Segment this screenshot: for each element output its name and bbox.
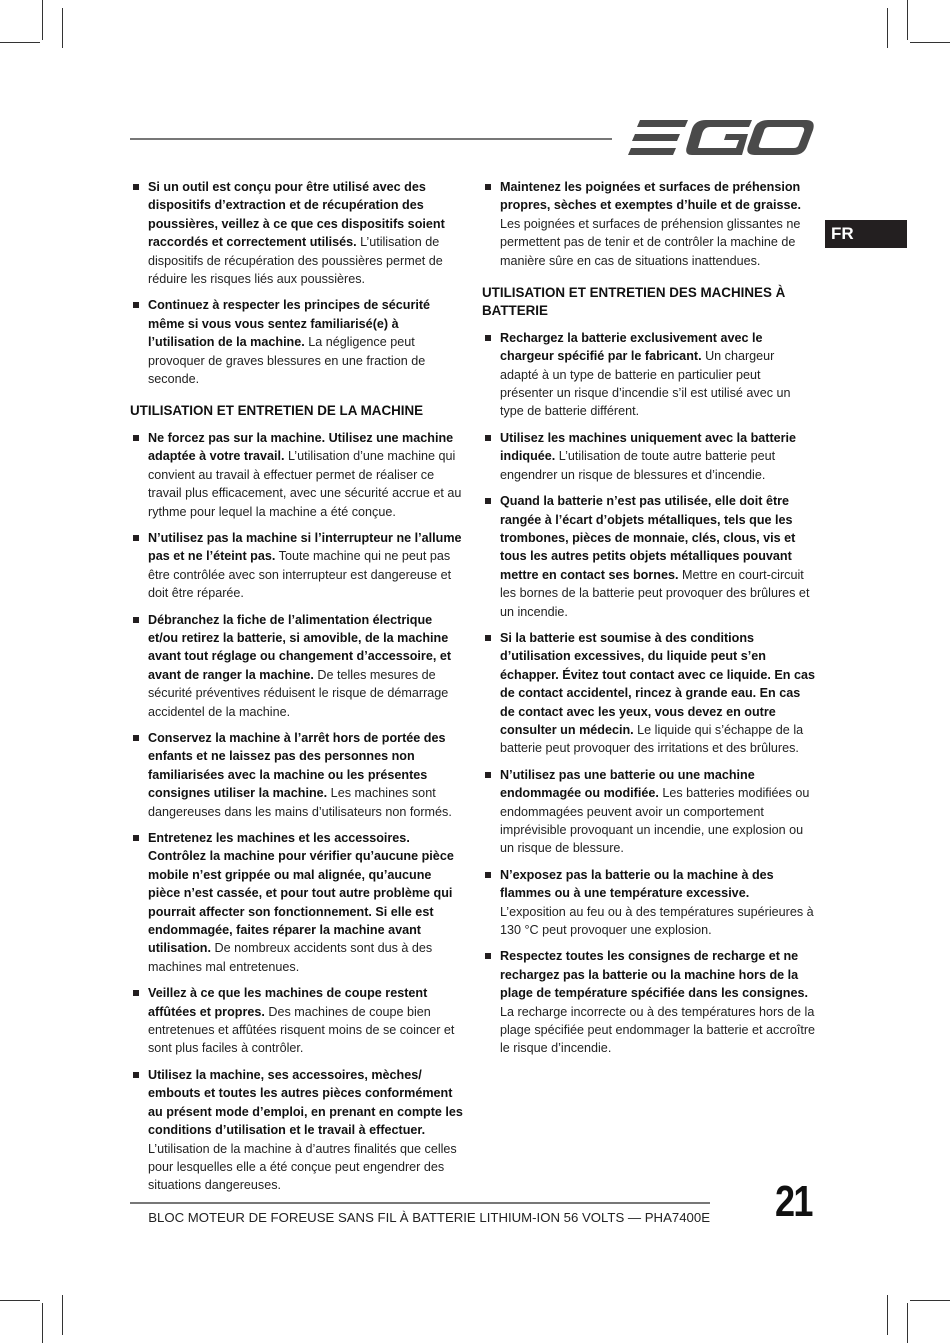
- list-item: [482, 329, 816, 421]
- item-lead: Veillez à ce que les machines de coupe restent affûtées et propres.: [148, 986, 428, 1019]
- item-text: Les batteries modifiées ou endommagées peuvent avoir un comportement imprévisible provoquant un incendie, une explosion ou un risque de blessure.: [500, 786, 810, 856]
- crop-mark: [910, 42, 950, 43]
- item-lead: Ne forcez pas sur la machine. Utilisez une machine adaptée à votre travail.: [148, 430, 454, 464]
- item-text: Toute machine qui ne peut pas être contrôlée avec son interrupteur est dangereuse et doit être réparée.: [148, 549, 452, 601]
- item-lead: Maintenez les poignées et surfaces de préhension propres, sèches et exemptes d’huile et de graisse.: [500, 180, 801, 213]
- crop-mark: [62, 1295, 63, 1335]
- item-text: Le liquide qui s’échappe de la batterie peut provoquer des irritations et des brûlures.: [500, 722, 804, 756]
- right-column: [482, 178, 816, 1066]
- section-title: UTILISATION ET ENTRETIEN DES MACHINES À BATTERIE: [482, 285, 786, 319]
- crop-mark: [62, 8, 63, 48]
- list-item: [130, 429, 464, 521]
- item-text: Des machines de coupe bien entretenues et affûtées risquent moins de se coincer et sont plus faciles à contrôler.: [148, 1004, 455, 1056]
- ego-logo: [628, 116, 814, 160]
- language-tab: FR: [825, 220, 907, 248]
- item-lead: Débranchez la fiche de l’alimentation électrique et/ou retirez la batterie, si amovible, de la machine avant tout réglage ou changement d’accessoire, et avant de ranger la machine.: [148, 612, 452, 682]
- item-lead: Entretenez les machines et les accessoires. Contrôlez la machine pour vérifier qu’aucune pièce mobile n’est grippée ou mal alignée, qu’aucune pièce n’est cassée, et pour tout autre problème qui pourrait affecter son fonctionnement. Si elle est endommagée, faites réparer la machine avant utilisation.: [148, 831, 454, 956]
- page-number: 21: [775, 1177, 812, 1226]
- list-item: [130, 729, 464, 821]
- list-item: [482, 766, 816, 858]
- left-column: [130, 178, 464, 1203]
- list-item: [130, 829, 464, 976]
- item-text: L’utilisation de dispositifs de récupération des poussières permet de réduire les risques liés aux poussières.: [148, 235, 443, 287]
- item-lead: Conservez la machine à l’arrêt hors de portée des enfants et ne laissez pas des personnes non familiarisées avec la machine ou les présentes consignes utiliser la machine.: [148, 730, 446, 801]
- crop-mark: [887, 8, 888, 48]
- item-text: Les machines sont dangereuses dans les mains d’utilisateurs non formés.: [148, 786, 452, 819]
- item-text: La négligence peut provoquer de graves blessures en une fraction de seconde.: [148, 335, 426, 387]
- item-lead: Si un outil est conçu pour être utilisé avec des dispositifs d’extraction et de récupération des poussières, veillez à ce que ces dispositifs soient raccordés et correctement utilisés.: [148, 180, 445, 250]
- section-title: UTILISATION ET ENTRETIEN DE LA MACHINE: [130, 403, 424, 419]
- item-text: L’utilisation de toute autre batterie peut engendrer un risque de blessures et d’incendie.: [500, 449, 776, 482]
- list-item: [482, 429, 816, 484]
- item-lead: Utilisez la machine, ses accessoires, mèches/ embouts et toutes les autres pièces conformément au présent mode d’emploi, en prenant en compte les conditions d’utilisation et le travail à effectuer.: [148, 1067, 463, 1138]
- list-item: [482, 629, 816, 758]
- item-text: L’exposition au feu ou à des températures supérieures à 130 °C peut provoquer une explosion.: [500, 904, 814, 938]
- crop-mark: [42, 0, 43, 40]
- crop-mark: [907, 0, 908, 40]
- item-lead: N’utilisez pas une batterie ou une machine endommagée ou modifiée.: [500, 767, 755, 801]
- list-item: [482, 178, 816, 270]
- list-item: [482, 492, 816, 621]
- list-item: [482, 947, 816, 1057]
- item-lead: Si la batterie est soumise à des conditions d’utilisation excessives, du liquide peut s’en échapper. Évitez tout contact avec ce liquide. En cas de contact accidentel, rincez à grande eau. En cas de contact avec les yeux, vous devez en outre consulter un médecin.: [500, 630, 815, 737]
- item-text: La recharge incorrecte ou à des températures hors de la plage spécifiée peut endommager la batterie et accroître le risque d’incendie.: [500, 1004, 816, 1056]
- item-text: Mettre en court-circuit les bornes de la batterie peut provoquer des brûlures et un incendie.: [500, 567, 810, 619]
- crop-mark: [887, 1295, 888, 1335]
- list-item: [130, 984, 464, 1058]
- item-text: L’utilisation de la machine à d’autres finalités que celles pour lesquelles elle a été conçue peut engendrer des situations dangereuses.: [148, 1141, 457, 1193]
- item-text: De telles mesures de sécurité préventives réduisent le risque de démarrage accidentel de la machine.: [148, 667, 449, 719]
- item-lead: Respectez toutes les consignes de recharge et ne rechargez pas la batterie ou la machine hors de la plage de température spécifiée dans les consignes.: [500, 949, 808, 1001]
- crop-mark: [42, 1303, 43, 1343]
- item-lead: Continuez à respecter les principes de sécurité même si vous vous sentez familiarisé(e) à l’utilisation de la machine.: [148, 298, 431, 350]
- crop-mark: [907, 1303, 908, 1343]
- item-text: Les poignées et surfaces de préhension glissantes ne permettent pas de tenir et de contrôler la machine de manière sûre en cas de situations inattendues.: [500, 216, 801, 268]
- list-item: [130, 529, 464, 603]
- list-item: [130, 611, 464, 721]
- list-item: [130, 178, 464, 288]
- list-item: [482, 866, 816, 940]
- header-rule: [130, 138, 612, 140]
- crop-mark: [0, 1300, 40, 1301]
- item-text: L’utilisation d’une machine qui convient au travail à effectuer permet de réaliser ce travail plus efficacement, avec une sécurité accrue et au rythme pour lequel la machine a été conçue.: [148, 449, 462, 519]
- item-lead: Quand la batterie n’est pas utilisée, elle doit être rangée à l’écart d’objets métalliques, tels que les trombones, pièces de monnaie, clés, clous, vis et tous les autres petits objets métalliques pouvant mettre en contact ses bornes.: [500, 494, 796, 582]
- item-lead: N’utilisez pas la machine si l’interrupteur ne l’allume pas et ne l’éteint pas.: [148, 530, 462, 564]
- item-text: De nombreux accidents sont dus à des machines mal entretenues.: [148, 941, 433, 974]
- crop-mark: [910, 1300, 950, 1301]
- crop-mark: [0, 42, 40, 43]
- item-lead: Utilisez les machines uniquement avec la batterie indiquée.: [500, 430, 797, 464]
- item-lead: Rechargez la batterie exclusivement avec le chargeur spécifié par le fabricant.: [500, 330, 763, 364]
- item-text: Un chargeur adapté à un type de batterie en particulier peut présenter un risque d’incendie s’il est utilisé avec un type de batterie différent.: [500, 349, 791, 419]
- footer-title: BLOC MOTEUR DE FOREUSE SANS FIL À BATTERIE LITHIUM-ION 56 VOLTS — PHA7400E: [148, 1210, 710, 1225]
- item-lead: N’exposez pas la batterie ou la machine à des flammes ou à une température excessive.: [500, 867, 774, 901]
- list-item: [130, 296, 464, 388]
- footer-rule: [130, 1202, 710, 1204]
- list-item: [130, 1066, 464, 1195]
